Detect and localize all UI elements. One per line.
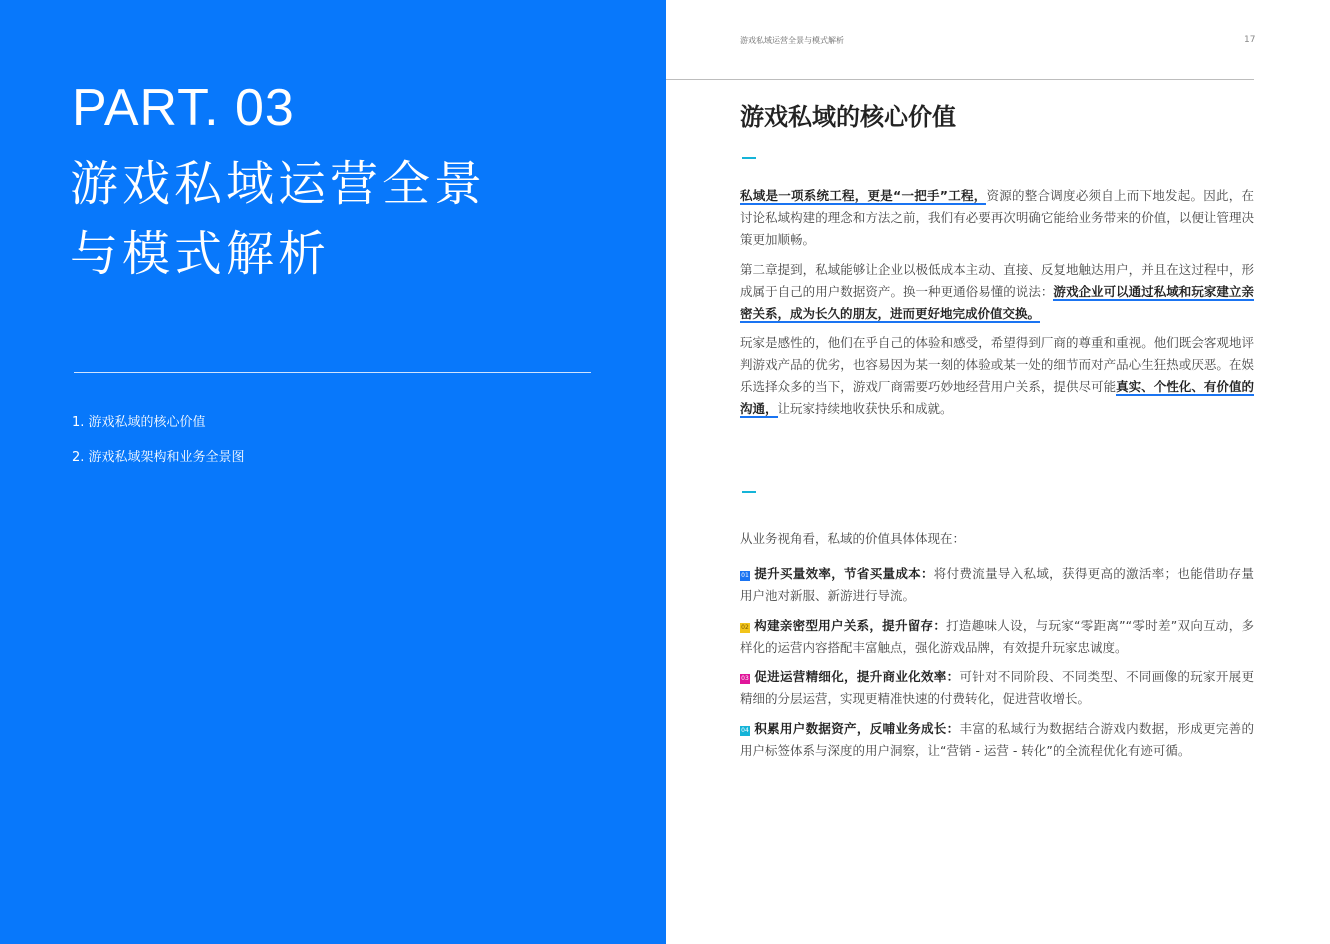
section-title: 游戏私域的核心价值 <box>740 103 956 131</box>
value-item <box>740 563 1254 607</box>
highlight-text: 游戏企业可以通过私域和玩家建立亲密关系，成为长久的朋友，进而更好地完成价值交换。 <box>740 284 1254 321</box>
body-text: 资源的整合调度必须自上而下地发起。因此，在讨论私域构建的理念和方法之前，我们有必要再次明确它能给业务带来的价值，以便让管理决策更加顺畅。 <box>740 188 1254 247</box>
item-text: 丰富的私域行为数据结合游戏内数据，形成更完善的用户标签体系与深度的用户洞察，让“营销 - 运营 - 转化”的全流程优化有迹可循。 <box>740 721 1254 758</box>
toc-item[interactable]: 1. 游戏私域的核心价值 <box>72 415 206 430</box>
header-divider <box>666 79 1254 80</box>
accent-dash <box>742 157 756 159</box>
body-text: 玩家是感性的，他们在乎自己的体验和感受，希望得到厂商的尊重和重视。他们既会客观地评判游戏产品的优劣，也容易因为某一刻的体验或某一处的细节而对产品心生狂热或厌恶。在娱乐选择众多的当下，游戏厂商需要巧妙地经营用户关系，提供尽可能 <box>740 335 1254 394</box>
accent-dash <box>742 491 756 493</box>
value-item <box>740 615 1254 659</box>
body-text: 让玩家持续地收获快乐和成就。 <box>777 401 953 416</box>
paragraph <box>740 185 1254 251</box>
number-badge: 01 <box>741 572 749 579</box>
value-item <box>740 718 1254 762</box>
item-text: 可针对不同阶段、不同类型、不同画像的玩家开展更精细的分层运营，实现更精准快速的付费转化，促进营收增长。 <box>740 669 1254 706</box>
running-header: 游戏私域运营全景与模式解析 <box>740 36 844 45</box>
item-title: 构建亲密型用户关系，提升留存： <box>754 618 947 633</box>
item-title: 提升买量效率，节省买量成本： <box>754 566 934 581</box>
body-text: 第二章提到，私域能够让企业以极低成本主动、直接、反复地触达用户，并且在这过程中，形成属于自己的用户数据资产。换一种更通俗易懂的说法： <box>740 262 1254 299</box>
highlight-text: 真实、个性化、有价值的沟通， <box>740 379 1254 416</box>
intro-text: 从业务视角看，私域的价值具体体现在： <box>740 531 966 546</box>
item-title: 促进运营精细化，提升商业化效率： <box>754 669 960 684</box>
item-text: 将付费流量导入私域，获得更高的激活率；也能借助存量用户池对新服、新游进行导流。 <box>740 566 1254 603</box>
item-title: 积累用户数据资产，反哺业务成长： <box>754 721 960 736</box>
value-item <box>740 666 1254 710</box>
toc-item[interactable]: 2. 游戏私域架构和业务全景图 <box>72 450 245 465</box>
item-text: 打造趣味人设，与玩家“零距离”“零时差”双向互动，多样化的运营内容搭配丰富触点，强化游戏品牌，有效提升玩家忠诚度。 <box>740 618 1254 655</box>
part-label: PART. 03 <box>72 79 295 137</box>
chapter-title-line-2: 与模式解析 <box>70 226 331 282</box>
number-badge: 03 <box>741 675 749 682</box>
chapter-title-line-1: 游戏私域运营全景 <box>70 156 487 212</box>
paragraph <box>740 259 1254 325</box>
paragraph <box>740 332 1254 420</box>
page-number: 17 <box>1244 35 1256 45</box>
number-badge: 02 <box>741 624 749 631</box>
divider <box>74 372 591 373</box>
highlight-text: 私域是一项系统工程，更是“一把手”工程， <box>740 188 987 203</box>
number-badge: 04 <box>741 727 749 734</box>
